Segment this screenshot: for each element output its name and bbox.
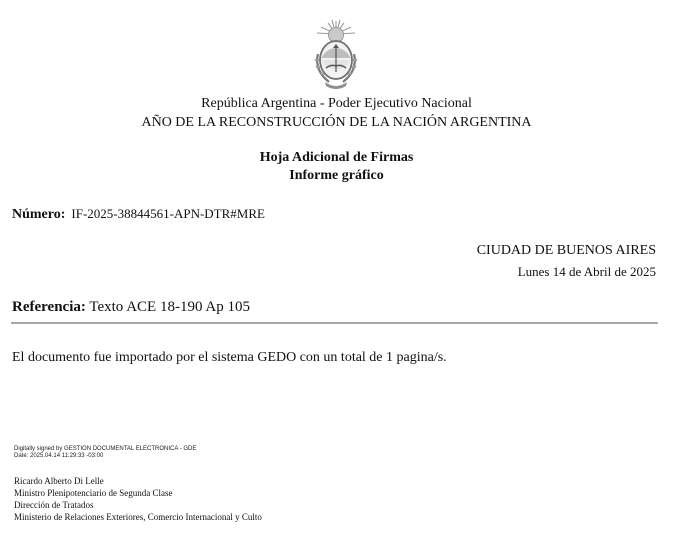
digital-signature-line: Digitally signed by GESTION DOCUMENTAL ELECTRONICA - GDE [14, 446, 197, 452]
document-subtitle: Informe gráfico [289, 168, 384, 183]
signer-block [14, 475, 262, 523]
coat-of-arms-icon [309, 18, 363, 92]
digital-signature-date: Date: 2025.04.14 11:29:33 -03:00 [14, 453, 104, 459]
signer-office: Dirección de Tratados [14, 500, 94, 510]
document-title: Hoja Adicional de Firmas [259, 150, 414, 165]
signer-position: Ministro Plenipotenciario de Segunda Clase [14, 488, 173, 498]
divider [11, 322, 658, 324]
document-date: Lunes 14 de Abril de 2025 [517, 264, 656, 279]
city: CIUDAD DE BUENOS AIRES [476, 243, 656, 258]
year-motto: AÑO DE LA RECONSTRUCCIÓN DE LA NACIÓN ARGENTINA [141, 115, 532, 130]
document-number-value: IF-2025-38844561-APN-DTR#MRE [71, 206, 265, 221]
government-header: República Argentina - Poder Ejecutivo Nacional [201, 96, 472, 111]
reference-value: Texto ACE 18-190 Ap 105 [89, 299, 250, 315]
signer-name: Ricardo Alberto Di Lelle [14, 476, 104, 486]
document-number-label: Número: [12, 207, 66, 222]
reference [12, 298, 250, 317]
digital-signature [14, 446, 196, 460]
document-number [12, 205, 265, 224]
signer-ministry: Ministerio de Relaciones Exteriores, Comercio Internacional y Culto [14, 512, 262, 522]
body-text: El documento fue importado por el sistema GEDO con un total de 1 pagina/s. [12, 350, 447, 365]
reference-label: Referencia: [12, 299, 86, 315]
